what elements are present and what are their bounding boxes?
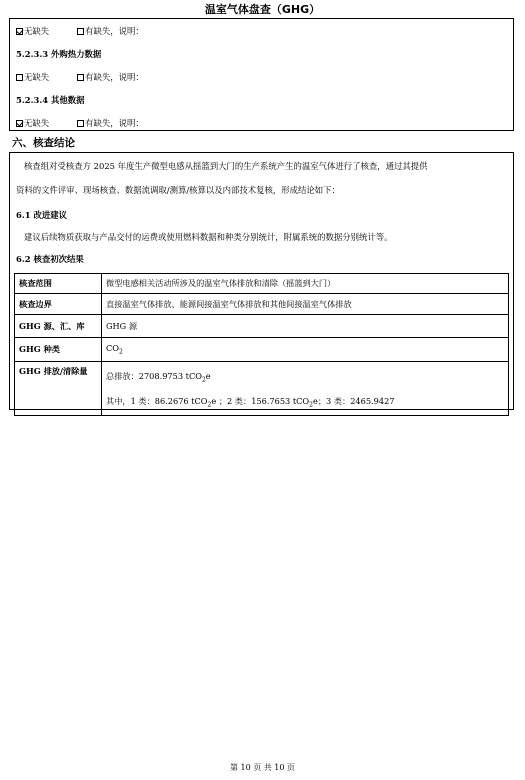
section-6-title: 六、核查结论 (12, 137, 75, 149)
total-emission-line (106, 366, 504, 391)
page-title: 温室气体盘查（GHG） (204, 3, 321, 16)
emission-label: GHG 排放/清除量 (15, 362, 102, 416)
conclusion-intro-line-2: 资料的文件评审、现场核查、数据流调取/测算/核算以及内部技术复核，形成结论如下： (16, 185, 340, 195)
table-row (15, 294, 509, 315)
table-row (15, 274, 509, 294)
subsection-5-2-3-3-title: 5.2.3.3 外购热力数据 (16, 49, 102, 59)
subsection-6-1-title: 6.1 改进建议 (16, 210, 67, 220)
unit-prefix: tCO (185, 371, 202, 381)
ghg-source-label: GHG 源、汇、库 (15, 315, 102, 338)
has-defect-label: 有缺失，说明： (85, 26, 144, 36)
check-row-2 (16, 71, 144, 83)
cat3-value: 2465.9427 (350, 395, 395, 406)
boundary-label: 核查边界 (15, 294, 102, 315)
cat1-value: 86.2676 (154, 395, 189, 406)
scope-label: 核查范围 (15, 274, 102, 294)
ghg-type-text: CO (106, 343, 119, 354)
unit-sub: 2 (201, 376, 206, 384)
checkbox-no-defect-3-icon[interactable] (16, 120, 23, 127)
no-defect-label: 无缺失 (24, 118, 50, 128)
emission-value-cell (102, 362, 509, 416)
check-box (9, 18, 514, 131)
unit-sub: 2 (207, 401, 212, 409)
ghg-type-label: GHG 种类 (15, 338, 102, 362)
checkbox-has-defect-1-icon[interactable] (77, 28, 84, 35)
no-defect-label: 无缺失 (24, 72, 50, 82)
checkbox-no-defect-2-icon[interactable] (16, 74, 23, 81)
total-prefix: 总排放： (106, 371, 139, 381)
ghg-type-value (102, 338, 509, 362)
check-row-3 (16, 117, 144, 129)
total-value: 2708.9753 (138, 371, 184, 381)
subsection-5-2-3-4-title: 5.2.3.4 其他数据 (16, 95, 85, 105)
ghg-type-subscript: 2 (118, 348, 123, 356)
no-defect-label: 无缺失 (24, 26, 50, 36)
conclusion-box (9, 152, 514, 410)
unit-prefix: tCO (191, 395, 208, 406)
table-row (15, 315, 509, 338)
scope-value: 微型电感相关活动所涉及的温室气体排放和清除（摇篮到大门） (102, 274, 509, 294)
boundary-value: 直接温室气体排放、能源间接温室气体排放和其他间接温室气体排放 (102, 294, 509, 315)
cat3-label: ；3 类： (317, 395, 351, 406)
cat2-value: 156.7653 (251, 395, 291, 406)
improvement-suggestion: 建议后续物质获取与产品交付的运费或使用燃料数据和种类分别统计，附属系统的数据分别统计等。 (24, 232, 393, 242)
checkbox-has-defect-3-icon[interactable] (77, 120, 84, 127)
cat1-label: 1 类： (130, 395, 155, 406)
subsection-6-2-title: 6.2 核查初次结果 (16, 254, 84, 264)
has-defect-label: 有缺失，说明： (85, 72, 144, 82)
verification-result-table (14, 273, 509, 416)
page-footer: 第 10 页 共 10 页 (229, 763, 296, 772)
emission-breakdown-line (106, 391, 504, 416)
checkbox-has-defect-2-icon[interactable] (77, 74, 84, 81)
unit-sub: 2 (309, 401, 313, 409)
unit-prefix: tCO (292, 395, 310, 406)
conclusion-intro-line-1: 核查组对受核查方 2025 年度生产微型电感从摇篮到大门的生产系统产生的温室气体进行了核查，通过其提供 (24, 161, 428, 171)
table-row (15, 362, 509, 416)
unit-suffix: e (211, 395, 217, 406)
table-row (15, 338, 509, 362)
cat2-label: ；2 类： (218, 395, 252, 406)
ghg-source-value: GHG 源 (102, 315, 509, 338)
detail-prefix: 其中， (106, 395, 131, 406)
check-row-1 (16, 25, 144, 37)
unit-suffix: e (205, 371, 211, 381)
has-defect-label: 有缺失，说明： (85, 118, 144, 128)
checkbox-no-defect-1-icon[interactable] (16, 28, 23, 35)
unit-suffix: e (312, 395, 318, 406)
